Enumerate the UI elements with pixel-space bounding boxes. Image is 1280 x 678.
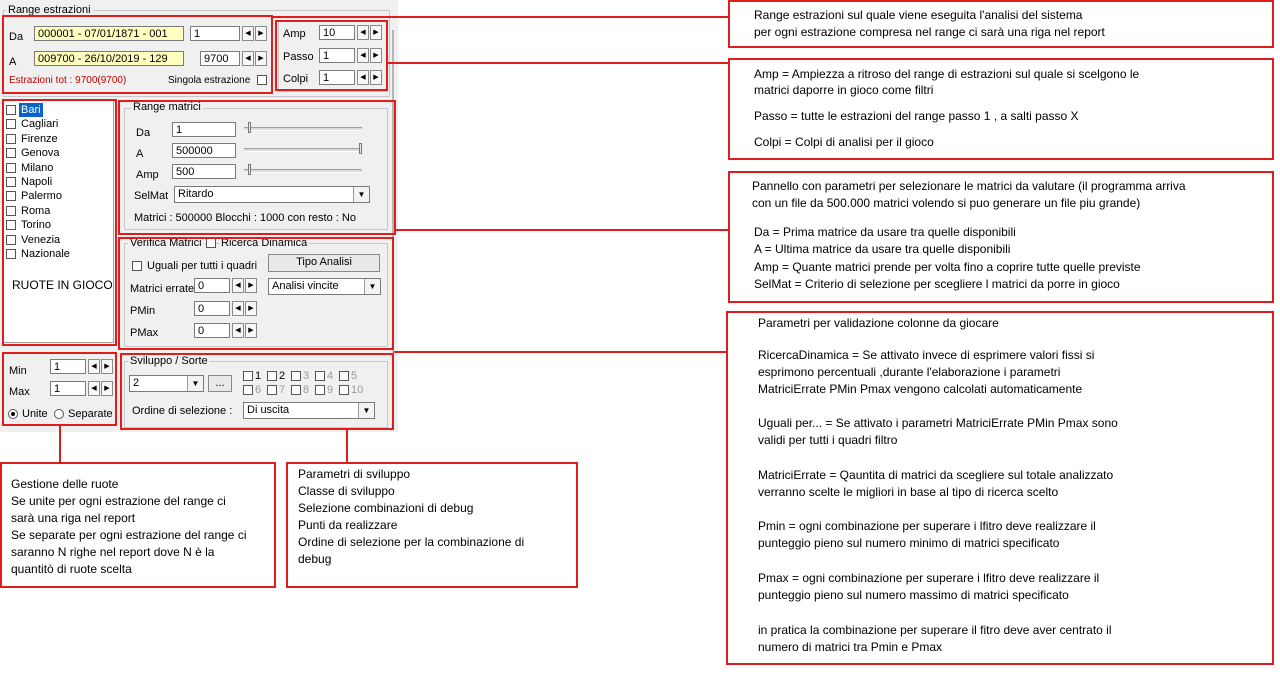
annotation-line: Pmin = ogni combinazione per superare i lfitro deve realizzare il [758, 519, 1096, 533]
ruota-label: Nazionale [21, 248, 70, 260]
ruota-label: Cagliari [21, 118, 59, 131]
max-field[interactable]: 1 [50, 381, 86, 396]
annotation-line: in pratica la combinazione per superare il fitro deve aver centrato il [758, 623, 1112, 637]
ruota-label: Napoli [21, 176, 53, 188]
annotation-line: Se separate per ogni estrazione del range ci [11, 528, 247, 542]
min-field[interactable]: 1 [50, 359, 86, 374]
annotation-line: Parametri per validazione colonne da giocare [758, 316, 999, 330]
ruote-caption: RUOTE IN GIOCO [12, 278, 113, 292]
highlight-range-matrici [118, 100, 396, 235]
annotation-verifica [726, 311, 1274, 665]
pmax-label: PMax [130, 327, 159, 339]
annotation-line: SelMat = Criterio di selezione per scegliere l matrici da porre in gioco [754, 277, 1120, 291]
da-prev-button[interactable]: ◀ [242, 26, 254, 41]
ruota-label: Roma [21, 204, 51, 217]
annotation-range-estrazioni [728, 0, 1274, 48]
annotation-line: Colpi = Colpi di analisi per il gioco [754, 135, 934, 149]
chevron-down-icon: ▼ [353, 187, 369, 202]
ruota-label: Bari [21, 104, 41, 116]
ruota-label: Venezia [21, 233, 61, 246]
amp-next-button[interactable]: ▶ [370, 25, 382, 40]
amp-label: Amp [283, 28, 306, 40]
selmat-value: Ritardo [178, 188, 214, 200]
matrici-a-field[interactable]: 500000 [172, 143, 236, 158]
annotation-line: sarà una riga nel report [11, 511, 136, 525]
matrici-da-field[interactable]: 1 [172, 122, 236, 137]
matrici-errate-label: Matrici errate [130, 283, 195, 295]
connector-sviluppo [346, 430, 348, 463]
annotation-line: punteggio pieno sul numero massimo di matrici specificato [758, 588, 1069, 602]
max-label: Max [9, 386, 30, 398]
ricerca-dinamica-label: Ricerca Dinamica [221, 237, 308, 249]
passo-prev-button[interactable]: ◀ [357, 48, 369, 63]
pmax-next-button[interactable]: ▶ [245, 323, 257, 338]
uguali-label: Uguali per tutti i quadri [147, 260, 258, 272]
annotation-line: Punti da realizzare [298, 518, 398, 532]
colpi-field[interactable]: 1 [319, 70, 355, 85]
colpi-prev-button[interactable]: ◀ [357, 70, 369, 85]
annotation-line: Uguali per... = Se attivato i parametri MatriciErrate PMin Pmax sono [758, 416, 1118, 430]
annotation-line: Amp = Quante matrici prende per volta fino a coprire tutte quelle previste [754, 260, 1141, 274]
punto-label: 7 [279, 384, 286, 396]
ruota-label: Palermo [21, 190, 62, 203]
selmat-label: SelMat [134, 190, 169, 202]
colpi-next-button[interactable]: ▶ [370, 70, 382, 85]
chevron-down-icon: ▼ [364, 279, 380, 294]
annotation-amp-panel [728, 58, 1274, 160]
da-estrazione-field[interactable]: 000001 - 07/01/1871 - 001 [34, 26, 184, 41]
annotation-line: Amp = Ampiezza a ritroso del range di estrazioni sul quale si scelgono le [754, 67, 1140, 81]
max-prev-button[interactable]: ◀ [88, 381, 100, 396]
chevron-down-icon: ▼ [187, 376, 203, 391]
connector-minmax [59, 426, 61, 464]
a-number-field[interactable]: 9700 [200, 51, 240, 66]
highlight-ruote [2, 99, 117, 346]
annotation-line: saranno N righe nel report dove N è la [11, 545, 215, 559]
annotation-line: Gestione delle ruote [11, 477, 119, 491]
punto-label: 4 [327, 370, 334, 382]
min-label: Min [9, 365, 27, 377]
annotation-line: Ordine di selezione per la combinazione di [298, 535, 525, 549]
annotation-line: Da = Prima matrice da usare tra quelle disponibili [754, 225, 1016, 239]
annotation-line: punteggio pieno sul numero minimo di matrici specificato [758, 536, 1060, 550]
annotation-line: matrici daporre in gioco come filtri [754, 83, 934, 97]
punto-label: 3 [303, 370, 310, 382]
singola-estrazione-label: Singola estrazione [168, 75, 251, 86]
annotation-line: Selezione combinazioni di debug [298, 501, 474, 515]
sviluppo-title: Sviluppo / Sorte [130, 355, 208, 367]
annotation-line: Pmax = ogni combinazione per superare i lfitro deve realizzare il [758, 571, 1100, 585]
matrici-errate-field[interactable]: 0 [194, 278, 230, 293]
annotation-line: per ogni estrazione compresa nel range ci sarà una riga nel report [754, 25, 1105, 39]
punto-label: 10 [351, 384, 364, 396]
punto-label: 5 [351, 370, 358, 382]
annotation-line: Classe di sviluppo [298, 484, 395, 498]
punto-label: 6 [255, 384, 262, 396]
min-next-button[interactable]: ▶ [101, 359, 113, 374]
estrazioni-tot-text: Estrazioni tot : 9700(9700) [9, 75, 127, 86]
annotation-line: Parametri di sviluppo [298, 467, 411, 481]
amp-field[interactable]: 10 [319, 25, 355, 40]
punto-label: 9 [327, 384, 334, 396]
da-next-button[interactable]: ▶ [255, 26, 267, 41]
connector-range-estrazioni [273, 16, 728, 18]
range-matrici-title: Range matrici [133, 101, 201, 113]
annotation-line: con un file da 500.000 matrici volendo si puo generare un file piu grande) [752, 196, 1141, 210]
highlight-verifica [118, 237, 394, 350]
highlight-sviluppo [120, 353, 394, 430]
pmax-prev-button[interactable]: ◀ [232, 323, 244, 338]
passo-field[interactable]: 1 [319, 48, 355, 63]
annotation-line: validi per tutti i quadri filtro [758, 433, 898, 447]
annotation-sviluppo [286, 462, 578, 588]
separate-label: Separate [68, 408, 113, 420]
ruota-label: Genova [21, 147, 60, 160]
annotation-line: MatriciErrate = Qauntita di matrici da scegliere sul totale analizzato [758, 468, 1114, 482]
min-prev-button[interactable]: ◀ [88, 359, 100, 374]
matrici-amp-label: Amp [136, 169, 159, 181]
tipo-analisi-button[interactable]: Tipo Analisi [268, 254, 380, 272]
highlight-range-estrazioni [2, 15, 273, 94]
matrici-a-label: A [136, 148, 144, 160]
amp-prev-button[interactable]: ◀ [357, 25, 369, 40]
connector-verifica [394, 351, 728, 353]
da-number-field[interactable]: 1 [190, 26, 240, 41]
pmin-next-button[interactable]: ▶ [245, 301, 257, 316]
da-label: Da [9, 31, 24, 43]
pmax-field[interactable]: 0 [194, 323, 230, 338]
ruota-label: Milano [21, 161, 54, 174]
punto-label: 1 [255, 370, 262, 382]
annotation-range-matrici [728, 171, 1274, 303]
matrici-errate-next-button[interactable]: ▶ [245, 278, 257, 293]
punto-label: 2 [279, 370, 286, 382]
annotation-line: Passo = tutte le estrazioni del range passo 1 , a salti passo X [754, 109, 1079, 123]
highlight-minmax [2, 352, 117, 426]
unite-label: Unite [22, 408, 48, 420]
connector-range-matrici [396, 229, 728, 231]
annotation-ruote [0, 462, 276, 588]
annotation-line: verranno scelte le migliori in base al tipo di ricerca scelto [758, 485, 1059, 499]
verifica-matrici-title: Verifica Matrici [130, 237, 202, 249]
matrici-da-label: Da [136, 127, 151, 139]
punto-label: 8 [303, 384, 310, 396]
max-next-button[interactable]: ▶ [101, 381, 113, 396]
range-estrazioni-title: Range estrazioni [8, 4, 91, 16]
annotation-line: A = Ultima matrice da usare tra quelle disponibili [754, 242, 1011, 256]
analisi-value: Analisi vincite [272, 280, 339, 292]
pmin-field[interactable]: 0 [194, 301, 230, 316]
a-label: A [9, 56, 17, 68]
annotation-line: Range estrazioni sul quale viene eseguita l'analisi del sistema [754, 8, 1083, 22]
ordine-value: Di uscita [247, 404, 290, 416]
matrici-errate-prev-button[interactable]: ◀ [232, 278, 244, 293]
annotation-line: quantitò di ruote scelta [11, 562, 132, 576]
connector-amp-panel [388, 62, 728, 64]
ruota-label: Firenze [21, 132, 58, 145]
pmin-prev-button[interactable]: ◀ [232, 301, 244, 316]
annotation-line: Pannello con parametri per selezionare le matrici da valutare (il programma arriva [752, 179, 1186, 193]
more-button[interactable]: ... [208, 375, 232, 392]
annotation-line: debug [298, 552, 332, 566]
annotation-line: numero di matrici tra Pmin e Pmax [758, 640, 943, 654]
matrici-info-text: Matrici : 500000 Blocchi : 1000 con resto : No [134, 212, 356, 224]
highlight-amp-panel [275, 20, 388, 91]
annotation-line: MatriciErrate PMin Pmax vengono calcolati automaticamente [758, 382, 1083, 396]
a-estrazione-field[interactable]: 009700 - 26/10/2019 - 129 [34, 51, 184, 66]
passo-label: Passo [283, 51, 314, 63]
colpi-label: Colpi [283, 73, 309, 85]
ordine-label: Ordine di selezione : [132, 405, 233, 417]
classe-value: 2 [133, 377, 140, 389]
pmin-label: PMin [130, 305, 156, 317]
annotation-line: esprimono percentuali ,durante l'elaborazione i parametri [758, 365, 1061, 379]
annotation-line: Se unite per ogni estrazione del range ci [11, 494, 226, 508]
chevron-down-icon: ▼ [358, 403, 374, 418]
a-next-button[interactable]: ▶ [255, 51, 267, 66]
matrici-amp-field[interactable]: 500 [172, 164, 236, 179]
ruota-label: Torino [21, 219, 51, 232]
annotation-line: RicercaDinamica = Se attivato invece di esprimere valori fissi si [758, 348, 1095, 362]
passo-next-button[interactable]: ▶ [370, 48, 382, 63]
a-prev-button[interactable]: ◀ [242, 51, 254, 66]
